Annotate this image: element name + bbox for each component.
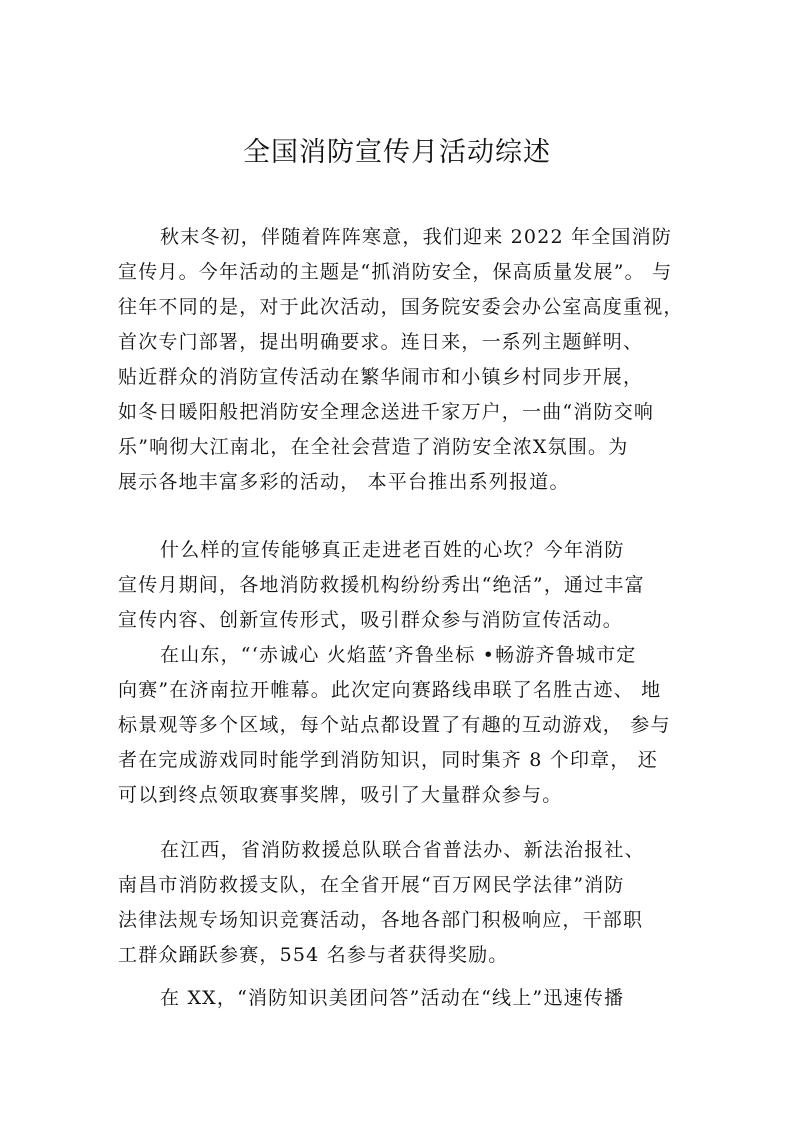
paragraph-line: 可以到终点领取赛事奖牌，吸引了大量群众参与。 — [118, 784, 563, 806]
paragraph-line: 什么样的宣传能够真正走进老百姓的心坎？今年消防 — [160, 539, 625, 561]
paragraph-line: 者在完成游戏同时能学到消防知识，同时集齐 8 个印章， 还 — [118, 749, 659, 771]
paragraph-line: 法律法规专场知识竞赛活动，各地各部门积极响应，干部职 — [118, 909, 644, 931]
paragraph-line: 南昌市消防救援支队，在全省开展“百万网民学法律”消防 — [118, 874, 625, 896]
paragraph-line: 秋末冬初，伴随着阵阵寒意，我们迎来 2022 年全国消防 — [160, 226, 673, 248]
paragraph-line: 向赛”在济南拉开帷幕。此次定向赛路线串联了名胜古迹、 地 — [118, 679, 662, 701]
paragraph-line: 在江西，省消防救援总队联合省普法办、新法治报社、 — [160, 839, 645, 861]
paragraph-line: 乐”响彻大江南北，在全社会营造了消防安全浓X氛围。为 — [118, 436, 629, 458]
paragraph-line: 往年不同的是，对于此次活动，国务院安委会办公室高度重视， — [118, 296, 684, 318]
paragraph-line: 标景观等多个区域，每个站点都设置了有趣的互动游戏， 参与 — [118, 714, 671, 736]
document-title: 全国消防宣传月活动综述 — [243, 137, 551, 168]
paragraph-line: 如冬日暖阳般把消防安全理念送进千家万户，一曲“消防交响 — [118, 401, 655, 423]
paragraph-line: 首次专门部署，提出明确要求。连日来，一系列主题鲜明、 — [118, 331, 644, 353]
paragraph-line: 工群众踊跃参赛，554 名参与者获得奖励。 — [118, 944, 509, 966]
paragraph-line: 在山东，“‘赤诚心 火焰蓝’齐鲁坐标 •畅游齐鲁城市定 — [160, 644, 637, 666]
paragraph-line: 展示各地丰富多彩的活动， 本平台推出系列报道。 — [118, 471, 570, 493]
paragraph-line: 贴近群众的消防宣传活动在繁华闹市和小镇乡村同步开展， — [118, 366, 644, 388]
paragraph-line: 宣传内容、创新宣传形式，吸引群众参与消防宣传活动。 — [118, 609, 624, 631]
paragraph-line: 宣传月期间，各地消防救援机构纷纷秀出“绝活”，通过丰富 — [118, 574, 645, 596]
paragraph-line: 宣传月。今年活动的主题是“抓消防安全，保高质量发展”。 与 — [118, 261, 673, 283]
paragraph-line: 在 XX，“消防知识美团问答”活动在“线上”迅速传播 — [160, 987, 625, 1009]
